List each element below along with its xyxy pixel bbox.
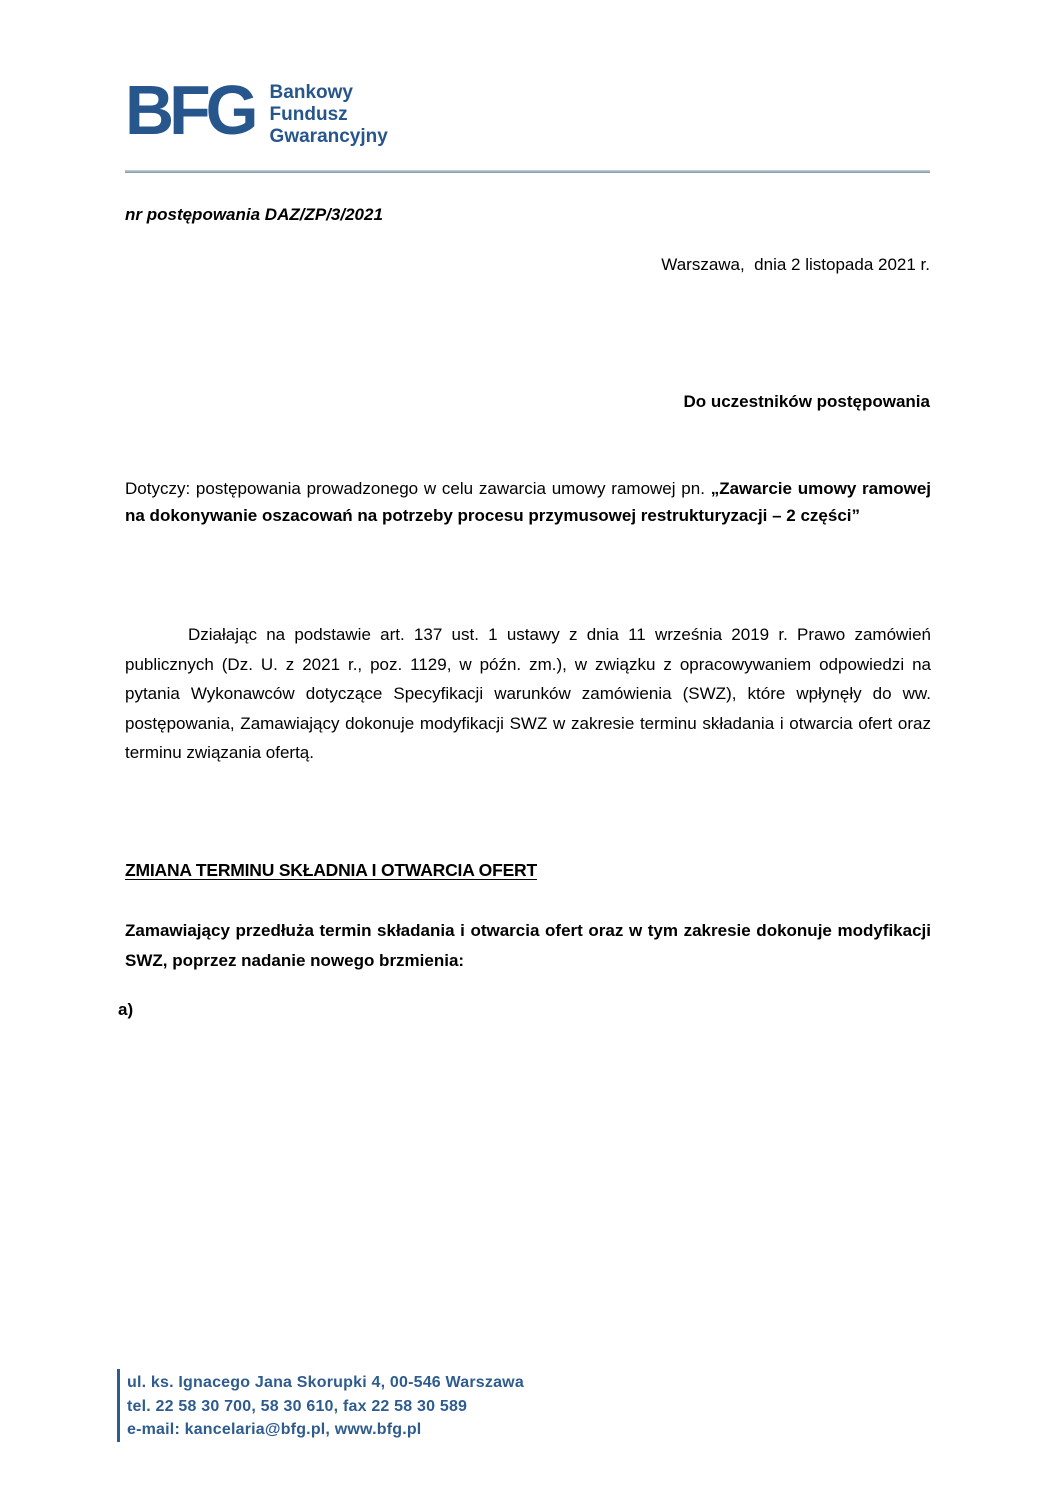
footer-email-web: e-mail: kancelaria@bfg.pl, www.bfg.pl	[127, 1421, 422, 1438]
section-intro-paragraph: Zamawiający przedłuża termin składania i otwarcia ofert oraz w tym zakresie dokonuje modyfikacji SWZ, poprzez nadanie nowego brzmienia:	[125, 921, 931, 970]
header-divider	[125, 170, 930, 173]
list-item-marker-a: a)	[118, 1000, 134, 1019]
footer-accent-bar	[117, 1369, 120, 1442]
logo-name-line-3: Gwarancyjny	[269, 126, 388, 147]
body-paragraph: Działając na podstawie art. 137 ust. 1 ustawy z dnia 11 września 2019 r. Prawo zamówień publicznych (Dz. U. z 2021 r., poz. 1129, w późn. zm.), w związku z opracowywaniem odpowiedzi na pytania Wykonawców dotyczące Specyfikacji warunków zamówienia (SWZ), które wpłynęły do ww. postępowania, Zamawiający dokonuje modyfikacji SWZ w zakresie terminu składania i otwarcia ofert oraz terminu związania ofertą.	[125, 625, 931, 762]
footer-phone-fax: tel. 22 58 30 700, 58 30 610, fax 22 58 30 589	[127, 1397, 468, 1415]
bfg-logo	[125, 71, 388, 150]
footer-address: ul. ks. Ignacego Jana Skorupki 4, 00-546 Warszawa	[127, 1374, 524, 1391]
footer-contact-block	[117, 1369, 524, 1442]
bfg-logo-acronym: BFG	[125, 71, 254, 150]
bfg-logo-name	[270, 82, 388, 148]
logo-name-line-1: Bankowy	[269, 82, 353, 103]
footer-text	[127, 1369, 524, 1442]
addressee-line: Do uczestników postępowania	[683, 392, 930, 411]
section-heading: ZMIANA TERMINU SKŁADNIA I OTWARCIA OFERT	[125, 860, 537, 880]
subject-prefix: Dotyczy: postępowania prowadzonego w celu zawarcia umowy ramowej pn.	[125, 479, 711, 498]
date-line: Warszawa, dnia 2 listopada 2021 r.	[661, 255, 930, 274]
case-number: nr postępowania DAZ/ZP/3/2021	[125, 205, 383, 224]
subject-paragraph	[125, 476, 931, 529]
subject-title: „Zawarcie umowy ramowej na dokonywanie oszacowań na potrzeby procesu przymusowej restrukturyzacji – 2 części”	[125, 479, 931, 525]
logo-name-line-2: Fundusz	[269, 104, 348, 125]
